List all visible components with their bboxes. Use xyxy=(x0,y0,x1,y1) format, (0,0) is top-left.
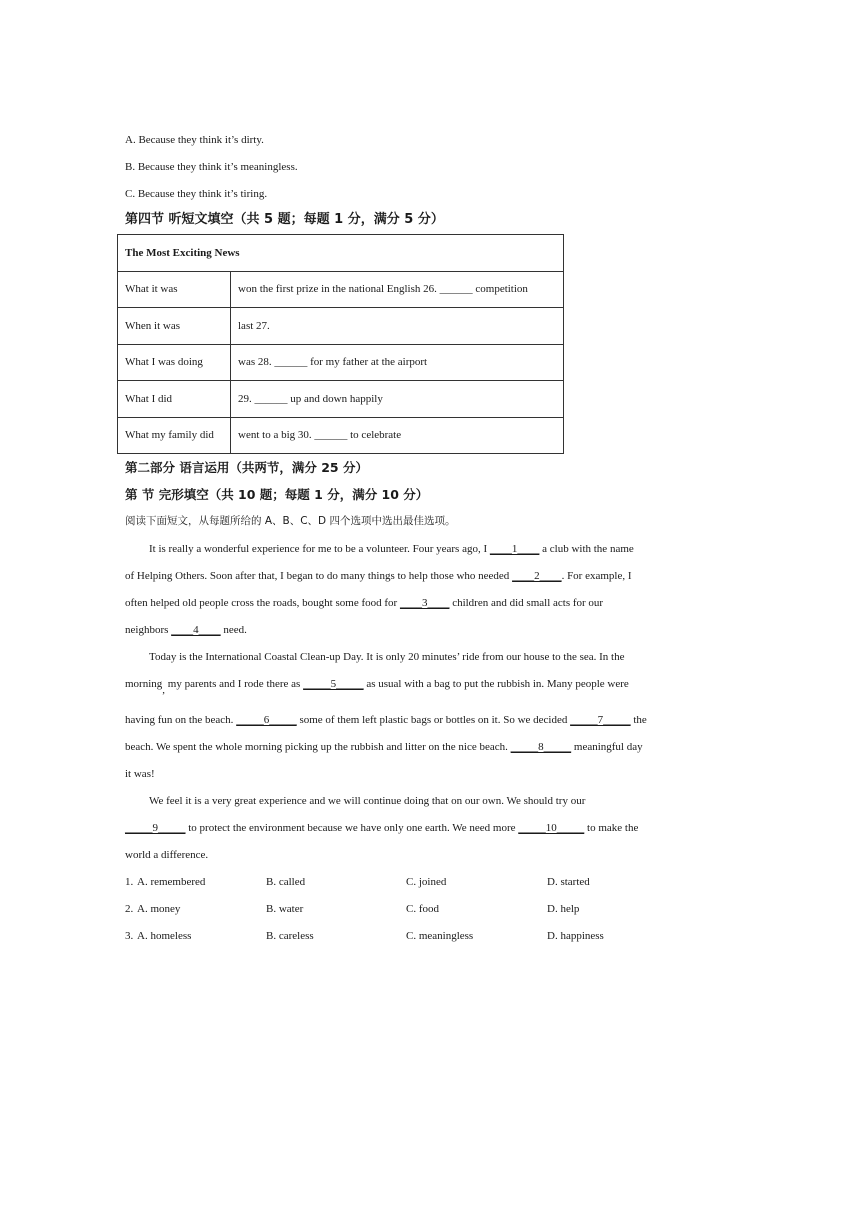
blank-4: ____4____ xyxy=(171,624,221,636)
row-label: When it was xyxy=(118,308,231,345)
passage-line xyxy=(125,677,687,696)
passage-line xyxy=(125,542,711,556)
blank-6: _____6_____ xyxy=(236,714,297,726)
passage-text: children and did small acts for our xyxy=(449,597,604,609)
option-c: C. joined xyxy=(406,876,447,888)
table-title: The Most Exciting News xyxy=(118,235,564,272)
passage-comma: , xyxy=(162,684,166,696)
option-b: B. water xyxy=(266,903,304,915)
passage-line: world a difference. xyxy=(125,849,209,861)
table-row xyxy=(118,271,564,308)
passage-line xyxy=(125,821,687,835)
passage-line xyxy=(125,569,687,583)
passage-text: some of them left plastic bags or bottles on it. So we decided xyxy=(296,714,571,726)
option-c: C. food xyxy=(406,903,439,915)
option-b: B. called xyxy=(266,876,306,888)
section1-title: 第 节 完形填空（共 10 题；每题 1 分，满分 10 分） xyxy=(125,487,429,502)
prev-option-c: C. Because they think it’s tiring. xyxy=(125,188,268,200)
passage-text: to make the xyxy=(584,822,639,834)
blank-3: ____3____ xyxy=(399,597,450,609)
row-content: 29. ______ up and down happily xyxy=(231,381,564,418)
row-content: was 28. ______ for my father at the airport xyxy=(231,344,564,381)
passage-line xyxy=(125,713,687,727)
table-title-row xyxy=(118,235,564,272)
row-label: What I did xyxy=(118,381,231,418)
blank-10: _____10_____ xyxy=(518,822,585,834)
passage-text: having fun on the beach. xyxy=(125,714,237,726)
blank-1: ____1____ xyxy=(489,543,540,555)
blank-5: _____5_____ xyxy=(303,678,364,690)
row-label: What my family did xyxy=(118,417,231,454)
row-content: last 27. xyxy=(231,308,564,345)
row-label: What it was xyxy=(118,271,231,308)
passage-line: Today is the International Coastal Clean-up Day. It is only 20 minutes’ ride from our house to the sea. In the xyxy=(149,651,625,663)
instruction: 阅读下面短文，从每题所给的 A、B、C、D 四个选项中选出最佳选项。 xyxy=(125,515,456,527)
passage-text: beach. We spent the whole morning picking up the rubbish and litter on the nice beach. xyxy=(125,741,511,753)
passage-text: often helped old people cross the roads, bought some food for xyxy=(125,597,400,609)
option-d: D. happiness xyxy=(547,930,604,942)
passage-text: neighbors xyxy=(125,624,172,636)
row-label: What I was doing xyxy=(118,344,231,381)
row-content: won the first prize in the national English 26. ______ competition xyxy=(231,271,564,308)
exciting-news-table xyxy=(117,234,564,454)
passage-text: to protect the environment because we have only one earth. We need more xyxy=(185,822,519,834)
passage-text: morning xyxy=(125,678,163,690)
option-a: A. money xyxy=(137,903,181,915)
blank-9: _____9_____ xyxy=(125,822,186,834)
blank-8: _____8_____ xyxy=(510,741,572,753)
option-d: D. started xyxy=(547,876,590,888)
table-row xyxy=(118,417,564,454)
option-c: C. meaningless xyxy=(406,930,474,942)
prev-option-b: B. Because they think it’s meaningless. xyxy=(125,161,298,173)
row-content: went to a big 30. ______ to celebrate xyxy=(231,417,564,454)
passage-text: my parents and I rode there as xyxy=(165,678,304,690)
passage-text: meaningful day xyxy=(571,741,643,753)
passage-text: . For example, I xyxy=(561,570,632,582)
option-a: A. remembered xyxy=(137,876,206,888)
blank-2: ____2____ xyxy=(512,570,562,582)
prev-option-a: A. Because they think it’s dirty. xyxy=(125,134,264,146)
section4-title: 第四节 听短文填空（共 5 题；每题 1 分，满分 5 分） xyxy=(125,212,444,227)
table-row xyxy=(118,381,564,418)
table-row xyxy=(118,308,564,345)
passage-line xyxy=(125,596,687,610)
option-d: D. help xyxy=(547,903,580,915)
passage-text: the xyxy=(630,714,647,726)
passage-text: need. xyxy=(220,624,247,636)
option-a: A. homeless xyxy=(137,930,192,942)
passage-text: a club with the name xyxy=(539,543,634,555)
passage-text: as usual with a bag to put the rubbish in. Many people were xyxy=(363,678,629,690)
passage-text: of Helping Others. Soon after that, I began to do many things to help those who needed xyxy=(125,570,513,582)
question-number: 2. xyxy=(125,903,134,915)
part2-title: 第二部分 语言运用（共两节，满分 25 分） xyxy=(125,460,368,475)
passage-line: We feel it is a very great experience and we will continue doing that on our own. We should try our xyxy=(149,795,586,807)
passage-line xyxy=(125,740,687,754)
passage-line xyxy=(125,623,687,637)
question-number: 3. xyxy=(125,930,134,942)
passage-line: it was! xyxy=(125,768,155,780)
passage-text: It is really a wonderful experience for me to be a volunteer. Four years ago, I xyxy=(149,543,490,555)
question-number: 1. xyxy=(125,876,134,888)
table-row xyxy=(118,344,564,381)
blank-7: _____7_____ xyxy=(570,714,631,726)
option-b: B. careless xyxy=(266,930,314,942)
